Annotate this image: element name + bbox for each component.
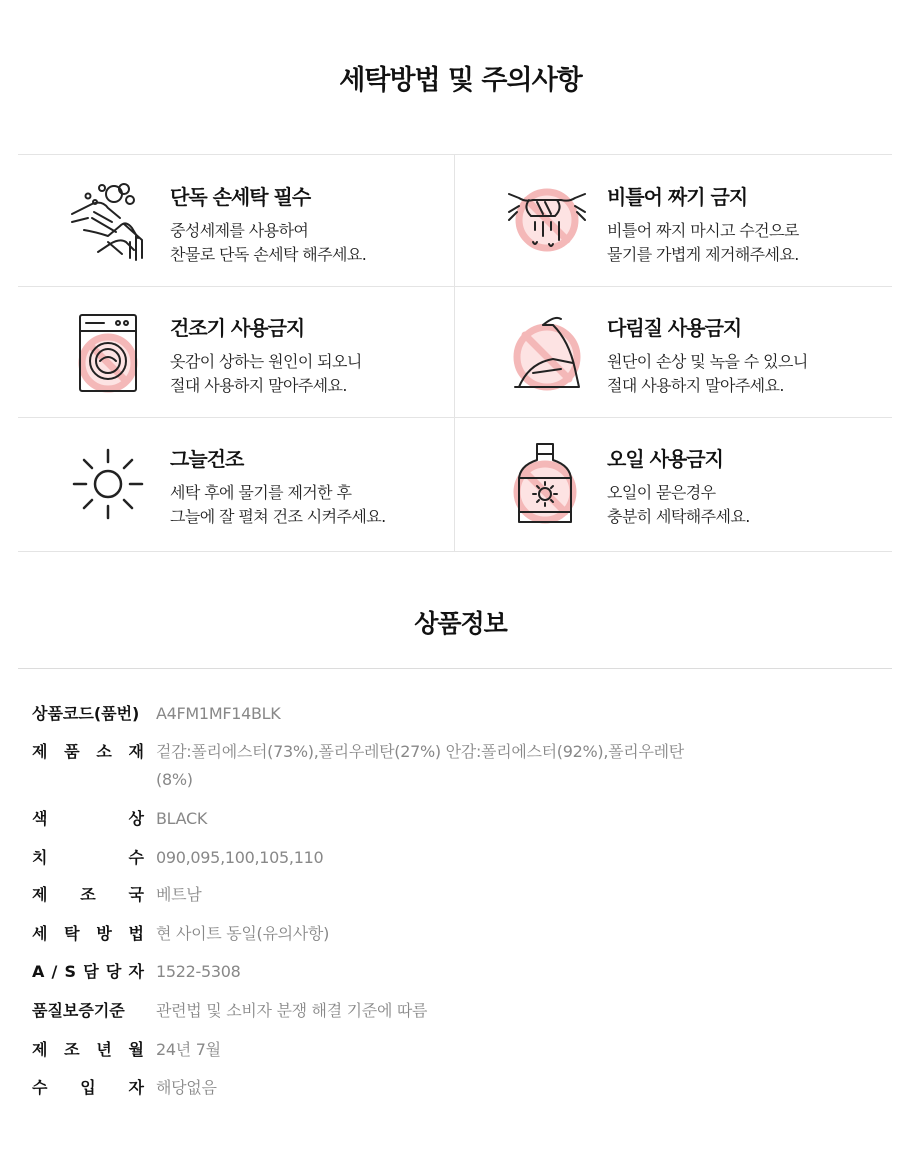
care-item-desc: 절대 사용하지 말아주세요.	[607, 376, 784, 395]
label-char: /	[51, 962, 58, 981]
care-item-desc: 옷감이 상하는 원인이 되오니	[170, 352, 362, 371]
label-char: 년	[96, 1040, 112, 1059]
care-item-heading: 단독 손세탁 필수	[170, 185, 311, 209]
product-info-value-line: (8%)	[156, 770, 193, 789]
care-item-shade-dry	[18, 417, 454, 548]
product-info-value-line: A4FM1MF14BLK	[156, 704, 281, 723]
care-item-desc: 물기를 가볍게 제거해주세요.	[607, 245, 799, 264]
care-item-desc: 충분히 세탁해주세요.	[607, 507, 750, 526]
product-info-value-line: 현 사이트 동일(유의사항)	[156, 924, 330, 943]
label-char: 제	[32, 885, 48, 904]
product-info-value-line: 겉감:폴리에스터(73%),폴리우레탄(27%) 안감:폴리에스터(92%),폴리우레탄	[156, 742, 684, 761]
label-char: 색	[32, 809, 48, 828]
product-info-label	[32, 844, 144, 872]
care-item-desc: 찬물로 단독 손세탁 해주세요.	[170, 245, 367, 264]
label-char: A	[32, 962, 45, 981]
care-item-desc: 원단이 손상 및 녹을 수 있으니	[607, 352, 808, 371]
care-item-heading: 오일 사용금지	[607, 447, 723, 471]
product-info-divider	[18, 668, 892, 669]
product-info-value	[156, 997, 756, 1025]
care-item-desc: 오일이 묻은경우	[607, 483, 716, 502]
product-info-title: 상품정보	[414, 609, 507, 638]
care-item-heading: 그늘건조	[170, 447, 244, 471]
label-char: 품	[64, 742, 80, 761]
label-char: 법	[128, 924, 144, 943]
product-info-value-line: 베트남	[156, 885, 202, 904]
care-item-no-oil	[455, 417, 891, 548]
product-info-label	[32, 1036, 144, 1064]
product-info-value-line: BLACK	[156, 809, 208, 828]
product-info-label	[32, 1074, 144, 1102]
product-info-value	[156, 738, 756, 794]
care-section-title: 세탁방법 및 주의사항	[339, 65, 582, 96]
care-item-hand-wash	[18, 155, 454, 286]
no-oil-icon	[505, 442, 589, 526]
product-info-value-line: 1522-5308	[156, 962, 241, 981]
product-info-label: 상품코드(품번)	[32, 704, 140, 723]
label-char: 소	[96, 742, 112, 761]
care-item-no-iron	[455, 286, 891, 417]
product-info-label	[32, 958, 144, 986]
label-char: 월	[128, 1040, 144, 1059]
label-char: 상	[128, 809, 144, 828]
label-char: 당	[105, 962, 122, 981]
label-char: 입	[80, 1078, 96, 1097]
product-info-value	[156, 700, 756, 728]
shade-dry-icon	[68, 442, 152, 526]
care-item-no-wring	[455, 155, 891, 286]
care-item-desc: 중성세제를 사용하여	[170, 221, 309, 240]
product-info-value-line: 관련법 및 소비자 분쟁 해결 기준에 따름	[156, 1001, 428, 1020]
product-info-label	[32, 805, 144, 833]
product-info-value-line: 24년 7월	[156, 1040, 221, 1059]
product-info-label	[32, 920, 144, 948]
label-char: 제	[32, 1040, 48, 1059]
product-info-value-line: 090,095,100,105,110	[156, 848, 324, 867]
product-info-label	[32, 738, 144, 766]
product-info-value-line: 해당없음	[156, 1078, 217, 1097]
label-char: 자	[128, 1078, 144, 1097]
no-iron-icon	[505, 311, 589, 395]
label-char: 제	[32, 742, 48, 761]
care-item-desc: 세탁 후에 물기를 제거한 후	[170, 483, 352, 502]
care-item-heading: 건조기 사용금지	[170, 316, 305, 340]
label-char: 조	[64, 1040, 80, 1059]
no-dryer-icon	[68, 311, 152, 395]
care-item-no-dryer	[18, 286, 454, 417]
product-info-value	[156, 844, 756, 872]
product-info-value	[156, 881, 756, 909]
product-info-label	[32, 881, 144, 909]
care-item-desc: 절대 사용하지 말아주세요.	[170, 376, 347, 395]
label-char: 치	[32, 848, 48, 867]
no-wring-icon	[505, 180, 589, 264]
product-info-value	[156, 805, 756, 833]
care-item-heading: 비틀어 짜기 금지	[607, 185, 748, 209]
label-char: 재	[128, 742, 144, 761]
care-item-heading: 다림질 사용금지	[607, 316, 742, 340]
product-info-value	[156, 958, 756, 986]
hand-wash-icon	[68, 180, 152, 264]
care-item-desc: 그늘에 잘 펼쳐 건조 시켜주세요.	[170, 507, 386, 526]
label-char: 탁	[64, 924, 80, 943]
label-char: 국	[128, 885, 144, 904]
product-info-label: 품질보증기준	[32, 1001, 125, 1020]
label-char: 방	[96, 924, 112, 943]
product-info-value	[156, 1036, 756, 1064]
care-instructions-grid	[18, 154, 892, 552]
product-info-value	[156, 920, 756, 948]
care-item-desc: 비틀어 짜지 마시고 수건으로	[607, 221, 799, 240]
label-char: 담	[83, 962, 99, 981]
label-char: 조	[80, 885, 96, 904]
product-info-value	[156, 1074, 756, 1102]
label-char: 수	[32, 1078, 48, 1097]
label-char: 수	[128, 848, 144, 867]
label-char: 자	[128, 962, 144, 981]
label-char: 세	[32, 924, 48, 943]
label-char: S	[64, 962, 77, 981]
